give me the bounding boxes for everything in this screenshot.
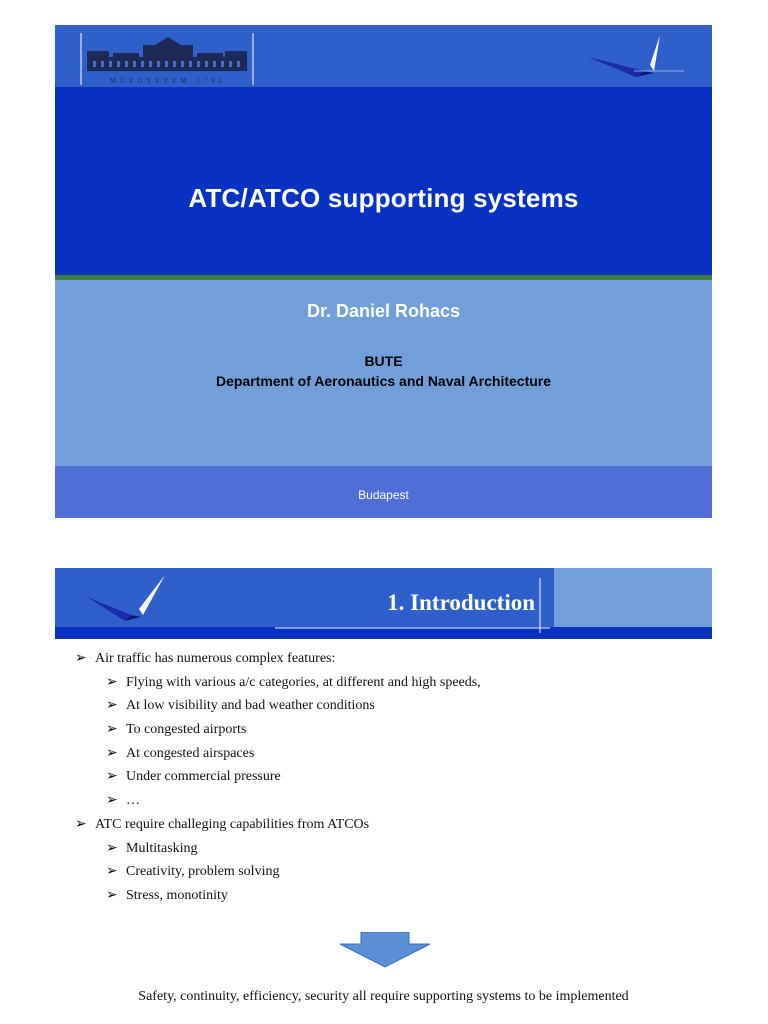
list-item: ➢ ATC require challeging capabilities from ATCOs — [75, 817, 370, 832]
logo-caption: MŰEGYETEM 1782 — [109, 77, 227, 85]
down-arrow-icon — [338, 932, 432, 968]
title-slide — [55, 25, 712, 518]
plane-logo-icon — [85, 573, 167, 625]
bullet-arrow-icon: ➢ — [106, 888, 118, 903]
list-item: ➢ At low visibility and bad weather conditions — [106, 698, 375, 713]
list-item: ➢ Under commercial pressure — [106, 769, 281, 784]
bullet-arrow-icon: ➢ — [106, 675, 118, 690]
list-item: ➢ At congested airspaces — [106, 746, 255, 761]
institution-name: BUTE — [364, 353, 403, 369]
plane-logo-icon — [584, 33, 684, 83]
bullet-arrow-icon: ➢ — [106, 841, 118, 856]
slide-header-bar — [55, 568, 712, 639]
bullet-arrow-icon: ➢ — [106, 746, 118, 761]
introduction-slide — [55, 568, 712, 1018]
presentation-title: ATC/ATCO supporting systems — [188, 183, 579, 213]
author-name: Dr. Daniel Rohacs — [306, 301, 461, 321]
bullet-arrow-icon: ➢ — [106, 769, 118, 784]
title-band — [55, 87, 712, 275]
conclusion-text: Safety, continuity, efficiency, security all require supporting systems to be implemented — [138, 989, 629, 1004]
bullet-arrow-icon: ➢ — [75, 651, 87, 666]
list-item: ➢ Creativity, problem solving — [106, 864, 280, 879]
department-name: Department of Aeronautics and Naval Architecture — [215, 373, 552, 389]
university-building-icon — [73, 33, 263, 85]
location-text: Budapest — [358, 488, 409, 502]
list-item: ➢ Flying with various a/c categories, at different and high speeds, — [106, 675, 481, 690]
list-item: ➢ Air traffic has numerous complex features: — [75, 651, 336, 666]
bullet-arrow-icon: ➢ — [75, 817, 87, 832]
list-item: ➢ Multitasking — [106, 841, 198, 856]
list-item: ➢ To congested airports — [106, 722, 247, 737]
bullet-arrow-icon: ➢ — [106, 722, 118, 737]
slide-header-bar — [55, 25, 712, 87]
bullet-arrow-icon: ➢ — [106, 793, 118, 808]
bullet-arrow-icon: ➢ — [106, 698, 118, 713]
list-item: ➢ Stress, monotinity — [106, 888, 228, 903]
list-item: ➢ … — [106, 793, 140, 808]
bullet-arrow-icon: ➢ — [106, 864, 118, 879]
slide-title: 1. Introduction — [387, 590, 535, 615]
